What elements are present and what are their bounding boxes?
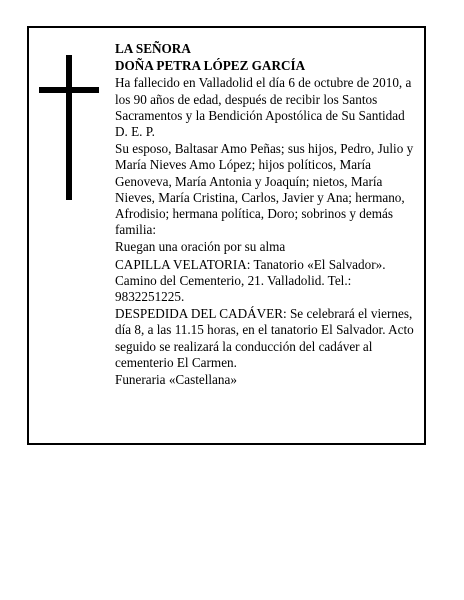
farewell-info: DESPEDIDA DEL CADÁVER: Se celebrará el viernes, día 8, a las 11.15 horas, en el tanatorio El Salvador. Acto seguido se realizará la conducción del cadáver al cementerio El Carmen. — [115, 306, 414, 370]
cross-horizontal-bar — [39, 87, 99, 93]
cross-icon — [39, 55, 99, 200]
family-list: Su esposo, Baltasar Amo Peñas; sus hijos, Pedro, Julio y María Nieves Amo López; hijos políticos, María Genoveva, María Antonia y Joaquín; nietos, María Nieves, María Cristina, Carlos, Javier y Ana; hermano, Afrodisio; hermana política, Doro; sobrinos y demás familia: — [115, 141, 414, 238]
notice-body — [115, 41, 415, 389]
chapel-info: CAPILLA VELATORIA: Tanatorio «El Salvador». Camino del Cementerio, 21. Valladolid. Tel.: 9832251225. — [115, 256, 386, 305]
death-announcement: Ha fallecido en Valladolid el día 6 de octubre de 2010, a los 90 años de edad, después de recibir los Santos Sacramentos y la Bendición Apostólica de Su Santidad D. E. P. — [115, 75, 412, 140]
funeral-home: Funeraria «Castellana» — [115, 372, 237, 388]
cross-vertical-bar — [66, 55, 72, 200]
notice-title: LA SEÑORA — [115, 41, 191, 56]
prayer-request: Ruegan una oración por su alma — [115, 239, 286, 255]
obituary-notice — [27, 26, 426, 445]
deceased-name: DOÑA PETRA LÓPEZ GARCÍA — [115, 58, 306, 74]
